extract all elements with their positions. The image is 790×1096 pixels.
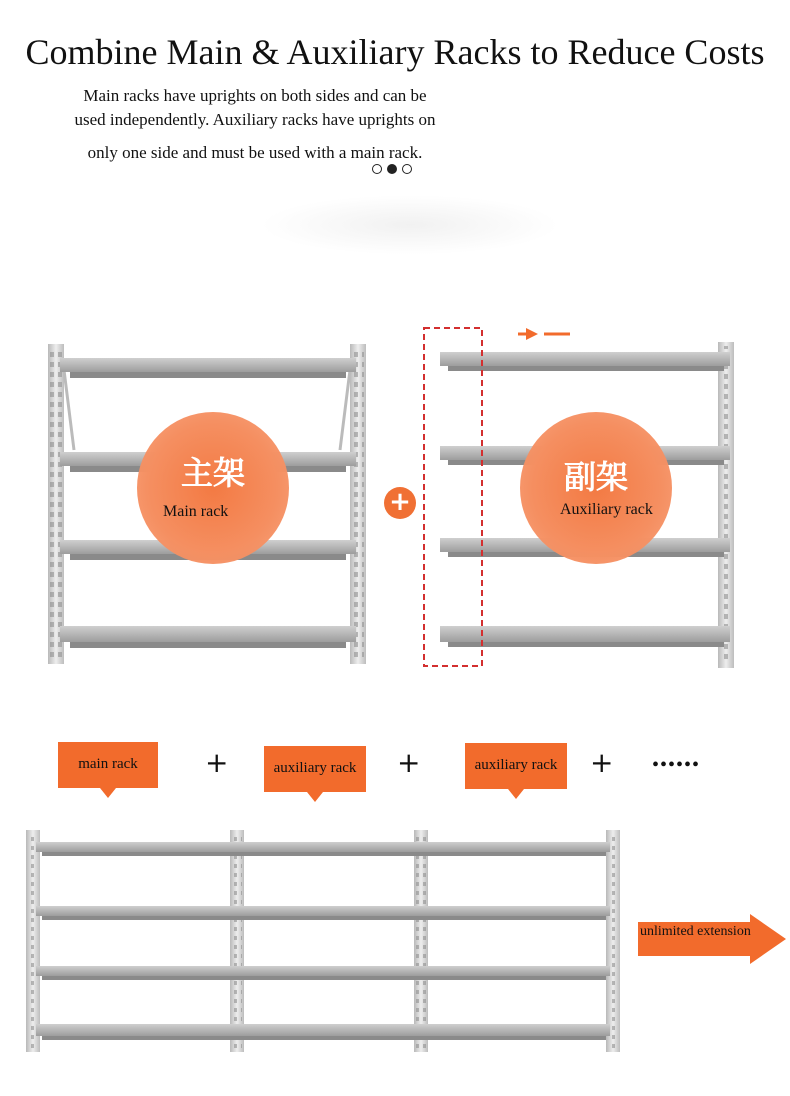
carousel-dot-active[interactable]	[387, 164, 397, 174]
description-line-3: only one side and must be used with a main rack.	[87, 143, 423, 162]
plus-icon: +	[384, 487, 416, 519]
main-rack-zh-label: 主架	[180, 454, 245, 492]
combo-plus-2: +	[397, 746, 421, 779]
description-line-1: Main racks have uprights on both sides and can be	[83, 86, 427, 105]
combo-plus-1: +	[205, 746, 229, 779]
combined-rack-image	[22, 826, 626, 1058]
carousel-dot[interactable]	[372, 164, 382, 174]
page-title: Combine Main & Auxiliary Racks to Reduce Costs	[25, 32, 765, 72]
description-line-2: used independently. Auxiliary racks have uprights on	[74, 110, 436, 129]
main-rack-en-label: Main rack	[163, 503, 229, 520]
tag-auxiliary-rack-2: auxiliary rack	[465, 743, 567, 789]
extension-label: unlimited extension	[640, 924, 751, 939]
auxiliary-rack-en-label: Auxiliary rack	[560, 501, 653, 518]
tag-main-rack: main rack	[58, 742, 158, 788]
auxiliary-rack-zh-label: 副架	[563, 458, 628, 496]
carousel-dots[interactable]	[372, 164, 412, 174]
combo-plus-3: +	[590, 746, 614, 779]
tag-auxiliary-rack-1: auxiliary rack	[264, 746, 366, 792]
combo-ellipsis: ••••••	[652, 754, 701, 776]
background-haze	[260, 195, 560, 255]
carousel-dot[interactable]	[402, 164, 412, 174]
